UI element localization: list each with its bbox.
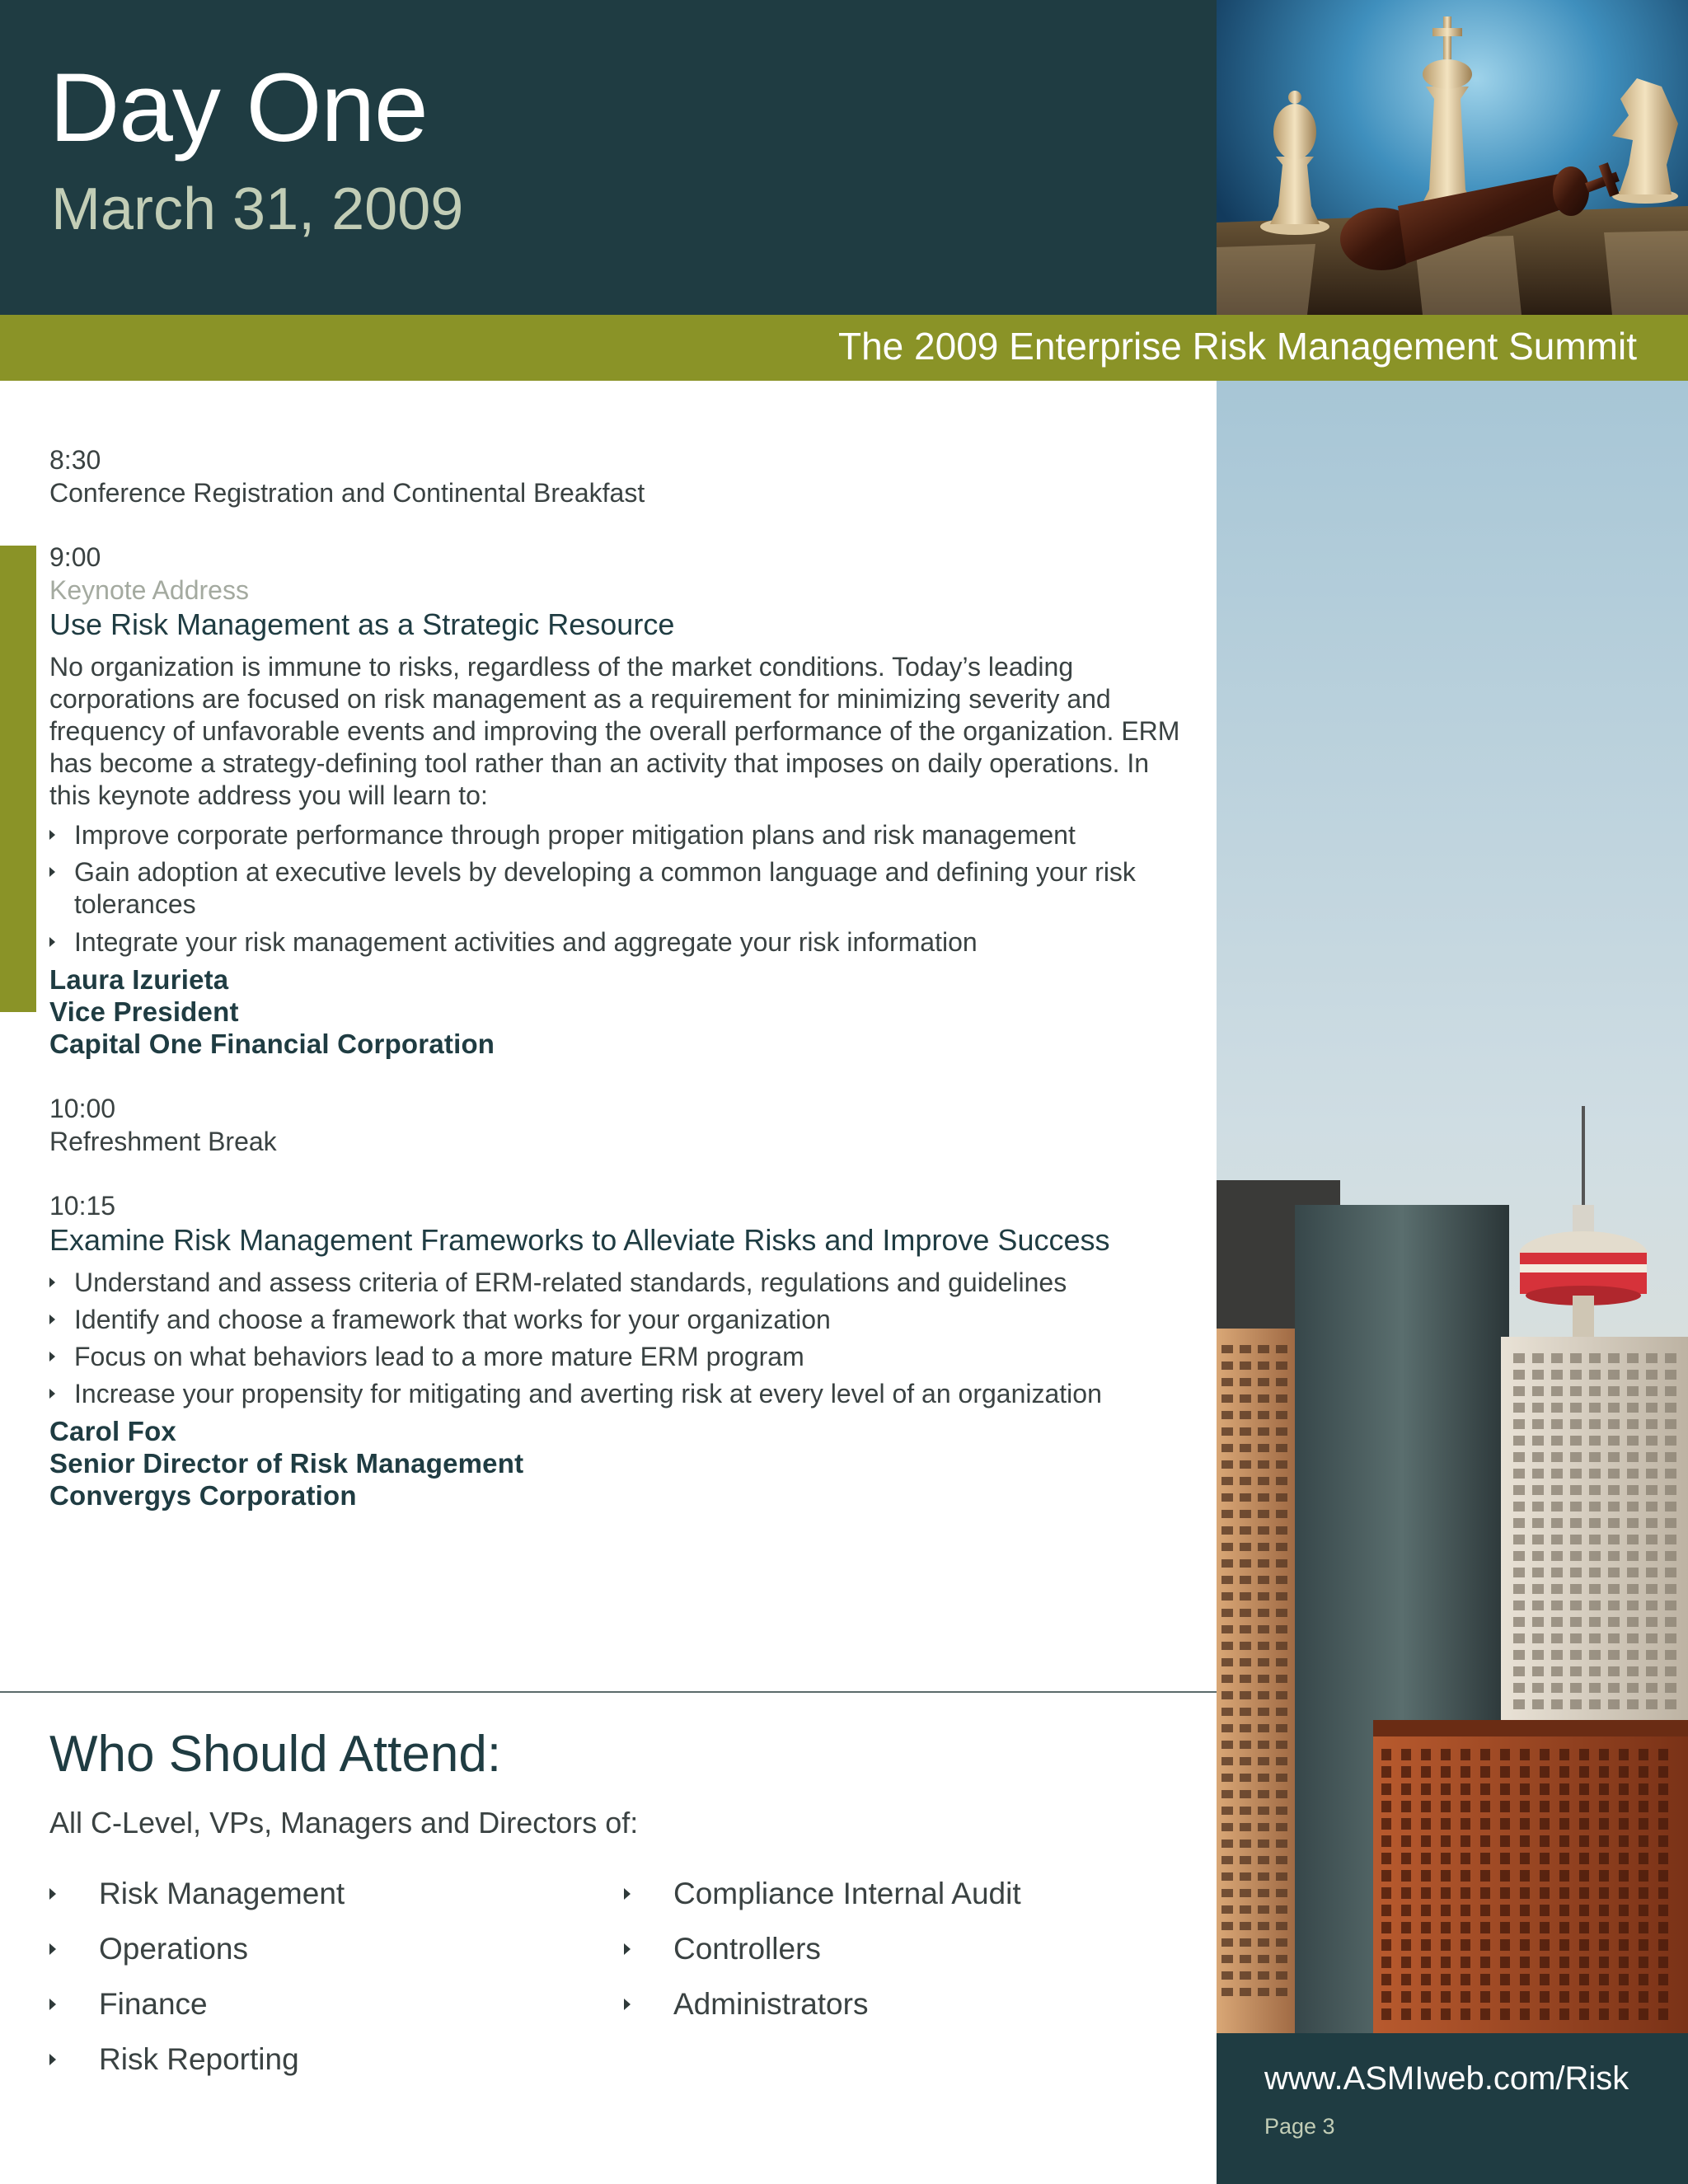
speaker-name: Laura Izurieta (49, 964, 229, 995)
list-item: Understand and assess criteria of ERM-related standards, regulations and guidelines (49, 1267, 1187, 1299)
speaker-org: Capital One Financial Corporation (49, 1029, 495, 1059)
chess-photo (1217, 0, 1688, 315)
bullet-arrow-icon (49, 1943, 56, 1955)
session-title: Refreshment Break (49, 1127, 277, 1156)
section-subtitle: All C-Level, VPs, Managers and Directors of: (49, 1806, 639, 1840)
bullet-arrow-icon (49, 867, 55, 877)
session-title: Conference Registration and Continental Breakfast (49, 478, 645, 508)
audience-item: Compliance Internal Audit (624, 1878, 1184, 1911)
list-item: Improve corporate performance through proper mitigation plans and risk management (49, 819, 1187, 851)
bullet-arrow-icon (49, 1389, 55, 1399)
bullet-arrow-icon (624, 1999, 631, 2010)
page-title: Day One (49, 54, 428, 162)
speaker-title: Vice President (49, 996, 239, 1027)
list-item: Gain adoption at executive levels by developing a common language and defining your risk tolerances (49, 856, 1187, 921)
speaker-title: Senior Director of Risk Management (49, 1448, 524, 1479)
event-date: March 31, 2009 (51, 176, 464, 242)
session-time: 10:00 (49, 1094, 116, 1123)
audience-item: Risk Reporting (49, 2044, 560, 2077)
session-description: No organization is immune to risks, regardless of the market conditions. Today’s leading corporations are focused on risk management as a requirement for minimizing severity and frequency of unfavorable events and improving the overall performance of the organization. ERM has become a strategy-defining tool rather than an activity that imposes on daily operations. In this keynote address you will learn to: (49, 652, 1180, 810)
website-link[interactable]: www.ASMIweb.com/Risk (1264, 2060, 1629, 2097)
keynote-accent-bar (0, 546, 36, 1012)
bullet-arrow-icon (49, 830, 55, 840)
audience-item: Controllers (624, 1933, 1184, 1966)
bullet-arrow-icon (49, 1352, 55, 1361)
section-heading: Who Should Attend: (49, 1726, 502, 1783)
session-time: 10:15 (49, 1191, 116, 1221)
list-item: Focus on what behaviors lead to a more mature ERM program (49, 1341, 1187, 1373)
list-item: Increase your propensity for mitigating and averting risk at every level of an organization (49, 1378, 1187, 1410)
page-number: Page 3 (1264, 2114, 1335, 2139)
section-divider (0, 1691, 1217, 1693)
bullet-arrow-icon (624, 1943, 631, 1955)
audience-item: Operations (49, 1933, 560, 1966)
audience-item: Finance (49, 1989, 560, 2022)
speaker-org: Convergys Corporation (49, 1480, 357, 1511)
list-item: Integrate your risk management activities and aggregate your risk information (49, 926, 1187, 958)
session-title: Use Risk Management as a Strategic Resource (49, 607, 675, 641)
bullet-arrow-icon (49, 1888, 56, 1900)
bullet-arrow-icon (49, 1315, 55, 1324)
session-type: Keynote Address (49, 575, 249, 605)
session-time: 9:00 (49, 542, 101, 572)
bullet-arrow-icon (624, 1888, 631, 1900)
summit-title: The 2009 Enterprise Risk Management Summit (838, 325, 1637, 368)
bullet-arrow-icon (49, 1999, 56, 2010)
city-skyline-photo (1217, 381, 1688, 2033)
speaker-name: Carol Fox (49, 1416, 176, 1446)
list-item: Identify and choose a framework that works for your organization (49, 1304, 1187, 1336)
session-title: Examine Risk Management Frameworks to Alleviate Risks and Improve Success (49, 1223, 1110, 1257)
audience-item: Risk Management (49, 1878, 560, 1911)
audience-item: Administrators (624, 1989, 1184, 2022)
bullet-arrow-icon (49, 2054, 56, 2065)
session-time: 8:30 (49, 445, 101, 475)
bullet-arrow-icon (49, 1277, 55, 1287)
bullet-arrow-icon (49, 937, 55, 947)
footer-box (1217, 2033, 1688, 2184)
